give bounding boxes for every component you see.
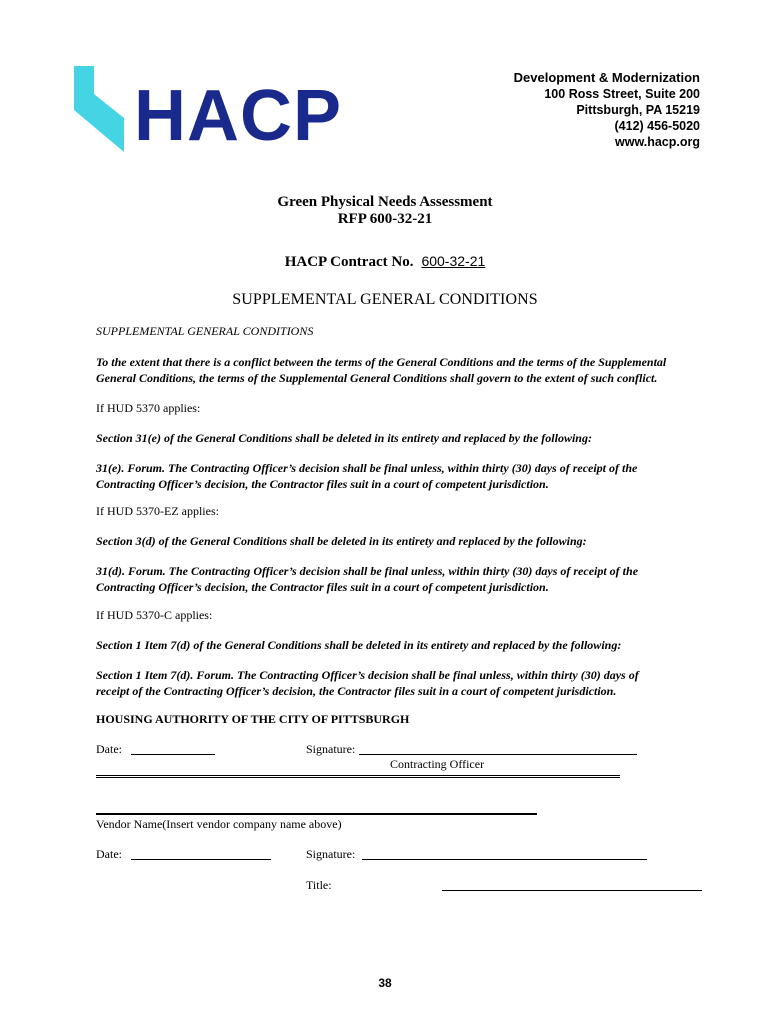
document-title: Green Physical Needs Assessment [277,194,493,210]
authority-name: HOUSING AUTHORITY OF THE CITY OF PITTSBURGH [96,712,410,726]
intro-line-1: To the extent that there is a conflict between the terms of the General Conditions and the terms of the Supplemental [96,355,667,369]
if-hud-5370c: If HUD 5370-C applies: [96,608,213,622]
contracting-officer-label: Contracting Officer [390,757,485,771]
hacp-logo-mark [72,64,392,154]
address-line-1: 100 Ross Street, Suite 200 [544,87,700,101]
section-item-7d-paragraph [96,668,686,699]
section-31d-line-1: 31(d). Forum. The Contracting Officer’s decision shall be final unless, within thirty (30) days of receipt of the [96,564,639,578]
subheading: SUPPLEMENTAL GENERAL CONDITIONS [96,324,314,338]
section-divider [96,775,620,778]
phone-number: (412) 456-5020 [614,119,700,133]
section-31e-paragraph [96,461,686,492]
logo-wordmark: HACP [134,76,343,154]
section-31d-line-2: Contracting Officer’s decision, the Contractor files suit in a court of competent jurisdiction. [96,579,549,594]
vendor-date-field[interactable] [131,859,271,860]
website-link[interactable]: www.hacp.org [615,135,700,149]
section-item-7d-line-2: receipt of the Contracting Officer’s decision, the Contractor files suit in a court of competent jurisdiction. [96,683,617,698]
section-31e-line-2: Contracting Officer’s decision, the Contractor files suit in a court of competent jurisdiction. [96,476,549,491]
vendor-name-label: Vendor Name(Insert vendor company name above) [96,817,342,831]
if-hud-5370: If HUD 5370 applies: [96,401,201,415]
section-item-7d-heading: Section 1 Item 7(d) of the General Conditions shall be deleted in its entirety and replaced by the following: [96,638,622,652]
hacp-signature-field[interactable] [359,754,637,755]
vendor-signature-label: Signature: [306,847,356,861]
hacp-date-label: Date: [96,742,122,756]
vendor-date-label: Date: [96,847,122,861]
hacp-logo [72,64,392,154]
department-name: Development & Modernization [513,70,700,85]
hacp-date-field[interactable] [131,754,215,755]
contract-label: HACP Contract No. [284,254,414,270]
contact-block [514,70,700,150]
contract-number: 600-32-21 [421,253,486,269]
vendor-signature-field[interactable] [362,859,647,860]
contract-line [0,252,770,271]
section-heading: SUPPLEMENTAL GENERAL CONDITIONS [232,291,538,308]
if-hud-5370ez: If HUD 5370-EZ applies: [96,504,219,518]
vendor-title-field[interactable] [442,890,702,891]
rfp-number: RFP 600-32-21 [337,211,433,227]
intro-paragraph [96,355,686,386]
section-31e-heading: Section 31(e) of the General Conditions shall be deleted in its entirety and replaced by the following: [96,431,592,445]
section-3d-heading: Section 3(d) of the General Conditions shall be deleted in its entirety and replaced by the following: [96,534,587,548]
vendor-name-field[interactable] [96,813,537,815]
intro-line-2: General Conditions, the terms of the Supplemental General Conditions shall govern to the extent of such conflict. [96,370,658,385]
section-item-7d-line-1: Section 1 Item 7(d). Forum. The Contracting Officer’s decision shall be final unless, within thirty (30) days of [96,668,639,682]
vendor-title-label: Title: [306,878,332,892]
section-31e-line-1: 31(e). Forum. The Contracting Officer’s decision shall be final unless, within thirty (30) days of receipt of the [96,461,638,475]
logo-accent-shape [74,66,124,152]
hacp-signature-label: Signature: [306,742,356,756]
page-number: 38 [378,976,392,990]
address-line-2: Pittsburgh, PA 15219 [576,103,700,117]
section-31d-paragraph [96,564,686,595]
